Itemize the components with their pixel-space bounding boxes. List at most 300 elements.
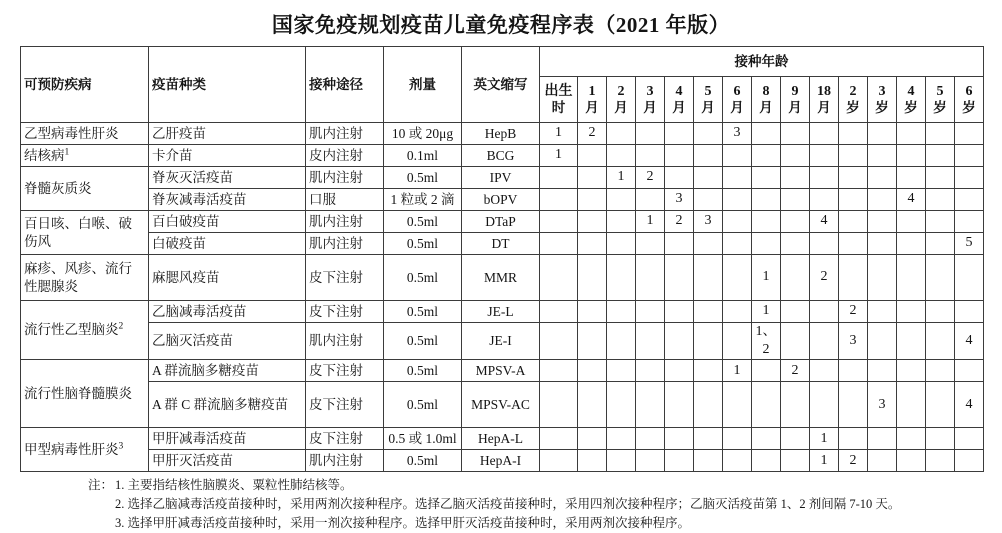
table-row [21,255,984,301]
route-cell: 皮内注射 [306,145,384,167]
vaccine-cell: 麻腮风疫苗 [149,255,306,301]
notes-items [113,476,900,532]
dose-age-cell [636,382,665,428]
dose-age-cell: 4 [955,323,984,360]
col-header-route: 接种途径 [306,47,384,123]
dose-age-cell [694,323,723,360]
dose-age-cell [781,123,810,145]
age-col-3m: 3 月 [636,77,665,123]
dose-age-cell [578,301,607,323]
dose-age-cell: 2 [665,211,694,233]
dose-age-cell [810,301,839,323]
abbr-cell: BCG [462,145,540,167]
dose-age-cell [955,255,984,301]
dose-age-cell [868,450,897,472]
dose-age-cell [723,450,752,472]
dose-age-cell [723,382,752,428]
page-title: 国家免疫规划疫苗儿童免疫程序表（2021 年版） [271,13,731,37]
dose-age-cell [636,360,665,382]
dose-age-cell [839,382,868,428]
col-header-disease: 可预防疾病 [21,47,149,123]
vaccine-cell: 乙脑灭活疫苗 [149,323,306,360]
route-cell: 肌内注射 [306,233,384,255]
route-cell: 皮下注射 [306,382,384,428]
dose-age-cell: 2 [578,123,607,145]
dose-age-cell [868,145,897,167]
dose-age-cell [665,145,694,167]
dose-age-cell [607,323,636,360]
footnote-marker: 3 [118,441,124,452]
dose-age-cell [897,167,926,189]
dose-age-cell [752,428,781,450]
abbr-cell: HepA-I [462,450,540,472]
route-cell: 皮下注射 [306,255,384,301]
dose-age-cell [607,189,636,211]
dose-age-cell [607,382,636,428]
dose-age-cell [694,255,723,301]
dose-age-cell [694,233,723,255]
age-col-5y: 5 岁 [926,77,955,123]
dose-age-cell [752,450,781,472]
dose-age-cell [723,301,752,323]
dose-age-cell: 2 [839,450,868,472]
dose-age-cell [926,255,955,301]
dose-age-cell [897,255,926,301]
dose-age-cell [868,167,897,189]
dose-age-cell [694,382,723,428]
dose-age-cell [665,123,694,145]
vaccine-cell: 乙脑减毒活疫苗 [149,301,306,323]
disease-cell: 流行性脑脊髓膜炎 [21,360,149,428]
dose-age-cell [636,323,665,360]
dose-age-cell [578,382,607,428]
dose-age-cell: 1 [810,428,839,450]
dose-age-cell [607,145,636,167]
age-col-5m: 5 月 [694,77,723,123]
dose-age-cell [578,323,607,360]
dose-age-cell [578,255,607,301]
dose-age-cell [607,233,636,255]
dose-age-cell [607,211,636,233]
dose-age-cell [868,428,897,450]
age-col-2m: 2 月 [607,77,636,123]
dose-age-cell [868,123,897,145]
dose-age-cell [868,233,897,255]
table-row [21,189,984,211]
dose-age-cell [723,233,752,255]
dose-age-cell: 2 [839,301,868,323]
table-row [21,233,984,255]
abbr-cell: DTaP [462,211,540,233]
dose-age-cell [868,301,897,323]
note-item-2: 2. 选择乙脑减毒活疫苗接种时，采用两剂次接种程序。选择乙脑灭活疫苗接种时，采用四剂次接种程序；乙脑灭活疫苗第 1、2 剂间隔 7-10 天。 [115,497,901,512]
col-header-abbr: 英文缩写 [462,47,540,123]
dose-age-cell [607,255,636,301]
dose-age-cell [839,189,868,211]
dose-age-cell: 1 [607,167,636,189]
dose-age-cell [955,123,984,145]
dose-age-cell [810,123,839,145]
route-cell: 口服 [306,189,384,211]
abbr-cell: MPSV-A [462,360,540,382]
table-row [21,428,984,450]
dose-age-cell [723,323,752,360]
age-col-8m: 8 月 [752,77,781,123]
dose-age-cell [839,211,868,233]
abbr-cell: HepA-L [462,428,540,450]
dose-age-cell: 1 [752,255,781,301]
dose-age-cell [694,450,723,472]
dose-age-cell: 2 [636,167,665,189]
dose-age-cell [781,323,810,360]
dose-age-cell [540,211,578,233]
dose-age-cell [810,145,839,167]
dose-age-cell [752,145,781,167]
disease-cell: 麻疹、风疹、流行性腮腺炎 [21,255,149,301]
dose-age-cell [781,255,810,301]
dose-age-cell [665,323,694,360]
dose-age-cell [665,167,694,189]
dose-age-cell [926,167,955,189]
disease-cell: 甲型病毒性肝炎$^3$ [21,428,149,472]
dose-age-cell [781,301,810,323]
dose-age-cell [781,145,810,167]
age-col-4y: 4 岁 [897,77,926,123]
age-col-9m: 9 月 [781,77,810,123]
dose-age-cell: 3 [839,323,868,360]
abbr-cell: bOPV [462,189,540,211]
vaccine-cell: 甲肝减毒活疫苗 [149,428,306,450]
dose-cell: 10 或 20μg [384,123,462,145]
dose-age-cell [868,360,897,382]
dose-age-cell [926,211,955,233]
dose-age-cell [578,450,607,472]
dose-age-cell [578,167,607,189]
dose-age-cell [752,211,781,233]
dose-age-cell [540,382,578,428]
dose-age-cell [955,360,984,382]
age-col-3y: 3 岁 [868,77,897,123]
footnote-marker: 1 [64,147,70,158]
route-cell: 肌内注射 [306,123,384,145]
dose-age-cell: 1 [540,145,578,167]
dose-age-cell [868,323,897,360]
table-row [21,450,984,472]
disease-cell: 结核病$^1$ [21,145,149,167]
dose-cell: 0.5 或 1.0ml [384,428,462,450]
dose-age-cell [926,301,955,323]
dose-age-cell [636,428,665,450]
dose-age-cell: 1、2 [752,323,781,360]
dose-age-cell [955,428,984,450]
vaccine-cell: 脊灰减毒活疫苗 [149,189,306,211]
dose-age-cell [810,360,839,382]
abbr-cell: JE-L [462,301,540,323]
dose-age-cell [752,233,781,255]
dose-age-cell [694,167,723,189]
dose-age-cell [607,360,636,382]
dose-age-cell [926,382,955,428]
dose-age-cell [636,450,665,472]
dose-age-cell [723,189,752,211]
dose-age-cell [752,360,781,382]
dose-age-cell [781,450,810,472]
dose-age-cell [540,323,578,360]
dose-age-cell [897,450,926,472]
notes-prefix: 注： [88,478,114,493]
dose-age-cell [752,123,781,145]
col-header-age-group: 接种年龄 [540,47,984,77]
route-cell: 皮下注射 [306,301,384,323]
abbr-cell: MPSV-AC [462,382,540,428]
dose-age-cell [839,360,868,382]
route-cell: 肌内注射 [306,450,384,472]
table-row [21,211,984,233]
vaccine-cell: 甲肝灭活疫苗 [149,450,306,472]
dose-cell: 0.5ml [384,255,462,301]
dose-age-cell [694,428,723,450]
table-row [21,323,984,360]
note-item-1: 1. 主要指结核性脑膜炎、粟粒性肺结核等。 [115,478,353,493]
dose-age-cell [897,211,926,233]
dose-age-cell [810,167,839,189]
dose-cell: 0.5ml [384,382,462,428]
col-header-vaccine: 疫苗种类 [149,47,306,123]
dose-age-cell [694,189,723,211]
dose-age-cell [540,450,578,472]
dose-age-cell [781,211,810,233]
dose-age-cell [540,189,578,211]
col-header-dose: 剂量 [384,47,462,123]
dose-age-cell [897,360,926,382]
dose-cell: 0.1ml [384,145,462,167]
route-cell: 肌内注射 [306,211,384,233]
dose-age-cell [897,233,926,255]
dose-age-cell [926,323,955,360]
note-item-3: 3. 选择甲肝减毒活疫苗接种时，采用一剂次接种程序。选择甲肝灭活疫苗接种时，采用两剂次接种程序。 [115,515,691,530]
dose-age-cell [955,189,984,211]
dose-age-cell: 1 [810,450,839,472]
dose-age-cell [839,123,868,145]
disease-cell: 流行性乙型脑炎$^2$ [21,301,149,360]
dose-age-cell [578,360,607,382]
dose-age-cell: 4 [897,189,926,211]
dose-age-cell [926,450,955,472]
dose-age-cell [665,301,694,323]
dose-cell: 0.5ml [384,450,462,472]
abbr-cell: MMR [462,255,540,301]
dose-age-cell [694,145,723,167]
vaccine-cell: 白破疫苗 [149,233,306,255]
dose-age-cell [897,323,926,360]
vaccine-cell: A 群流脑多糖疫苗 [149,360,306,382]
dose-age-cell [665,382,694,428]
dose-age-cell [839,255,868,301]
vaccine-cell: 卡介苗 [149,145,306,167]
dose-age-cell: 3 [694,211,723,233]
dose-age-cell [781,382,810,428]
dose-age-cell [868,211,897,233]
footnote-marker: 2 [118,321,124,332]
dose-age-cell [723,167,752,189]
vaccine-cell: 脊灰灭活疫苗 [149,167,306,189]
dose-age-cell [810,233,839,255]
immunization-schedule-table [20,46,984,472]
age-col-birth: 出生 时 [540,77,578,123]
disease-cell: 乙型病毒性肝炎 [21,123,149,145]
dose-cell: 0.5ml [384,360,462,382]
age-col-18m: 18 月 [810,77,839,123]
dose-age-cell [607,450,636,472]
age-col-4m: 4 月 [665,77,694,123]
dose-age-cell [897,382,926,428]
dose-age-cell [868,189,897,211]
dose-cell: 0.5ml [384,167,462,189]
dose-age-cell [636,301,665,323]
dose-age-cell [955,167,984,189]
dose-age-cell [868,255,897,301]
dose-age-cell [955,211,984,233]
dose-age-cell [578,189,607,211]
abbr-cell: IPV [462,167,540,189]
age-col-1m: 1 月 [578,77,607,123]
table-row [21,382,984,428]
table-row [21,360,984,382]
dose-age-cell: 1 [723,360,752,382]
dose-age-cell [665,450,694,472]
dose-age-cell: 1 [752,301,781,323]
dose-age-cell [810,382,839,428]
age-col-6y: 6 岁 [955,77,984,123]
age-col-6m: 6 月 [723,77,752,123]
dose-cell: 0.5ml [384,301,462,323]
dose-age-cell [723,255,752,301]
dose-age-cell: 4 [810,211,839,233]
vaccine-cell: 乙肝疫苗 [149,123,306,145]
dose-age-cell [897,123,926,145]
dose-age-cell: 3 [665,189,694,211]
dose-age-cell [723,428,752,450]
table-row [21,123,984,145]
dose-age-cell [636,233,665,255]
dose-age-cell [926,233,955,255]
dose-age-cell [665,233,694,255]
dose-age-cell [723,211,752,233]
dose-age-cell: 4 [955,382,984,428]
dose-age-cell [694,301,723,323]
abbr-cell: JE-I [462,323,540,360]
vaccine-cell: 百白破疫苗 [149,211,306,233]
dose-age-cell [810,189,839,211]
dose-age-cell [897,145,926,167]
dose-age-cell [926,145,955,167]
route-cell: 肌内注射 [306,167,384,189]
dose-age-cell [839,233,868,255]
dose-cell: 0.5ml [384,233,462,255]
dose-age-cell [839,167,868,189]
dose-cell: 1 粒或 2 滴 [384,189,462,211]
dose-age-cell [607,123,636,145]
dose-age-cell [781,233,810,255]
dose-age-cell [578,428,607,450]
dose-age-cell [752,167,781,189]
route-cell: 皮下注射 [306,428,384,450]
dose-age-cell [665,428,694,450]
abbr-cell: HepB [462,123,540,145]
dose-age-cell [955,145,984,167]
table-row [21,301,984,323]
dose-age-cell [636,189,665,211]
route-cell: 皮下注射 [306,360,384,382]
dose-age-cell [578,233,607,255]
dose-age-cell [839,428,868,450]
dose-age-cell [607,301,636,323]
age-col-2y: 2 岁 [839,77,868,123]
dose-age-cell [636,255,665,301]
dose-age-cell [665,360,694,382]
dose-age-cell [926,428,955,450]
dose-age-cell: 1 [636,211,665,233]
disease-cell: 脊髓灰质炎 [21,167,149,211]
table-row [21,167,984,189]
route-cell: 肌内注射 [306,323,384,360]
dose-age-cell [752,189,781,211]
dose-age-cell [955,301,984,323]
dose-age-cell [540,360,578,382]
dose-age-cell [926,360,955,382]
dose-age-cell [578,211,607,233]
dose-age-cell [955,450,984,472]
dose-age-cell: 1 [540,123,578,145]
dose-age-cell [897,301,926,323]
dose-age-cell [897,428,926,450]
header-row-top [21,47,984,77]
dose-age-cell [694,123,723,145]
dose-age-cell [781,189,810,211]
dose-age-cell [578,145,607,167]
dose-cell: 0.5ml [384,211,462,233]
dose-age-cell [665,255,694,301]
dose-age-cell [752,382,781,428]
dose-age-cell: 3 [723,123,752,145]
dose-age-cell: 2 [810,255,839,301]
dose-age-cell [540,167,578,189]
dose-age-cell [781,428,810,450]
dose-age-cell [723,145,752,167]
dose-age-cell [540,233,578,255]
dose-age-cell [926,189,955,211]
dose-age-cell [810,323,839,360]
dose-age-cell: 5 [955,233,984,255]
dose-age-cell [694,360,723,382]
dose-age-cell: 2 [781,360,810,382]
dose-age-cell: 3 [868,382,897,428]
dose-age-cell [926,123,955,145]
dose-cell: 0.5ml [384,323,462,360]
dose-age-cell [540,428,578,450]
dose-age-cell [540,255,578,301]
disease-cell: 百日咳、白喉、破伤风 [21,211,149,255]
vaccine-cell: A 群 C 群流脑多糖疫苗 [149,382,306,428]
abbr-cell: DT [462,233,540,255]
dose-age-cell [636,145,665,167]
table-row [21,145,984,167]
dose-age-cell [636,123,665,145]
notes [88,476,1002,532]
dose-age-cell [839,145,868,167]
dose-age-cell [781,167,810,189]
dose-age-cell [540,301,578,323]
